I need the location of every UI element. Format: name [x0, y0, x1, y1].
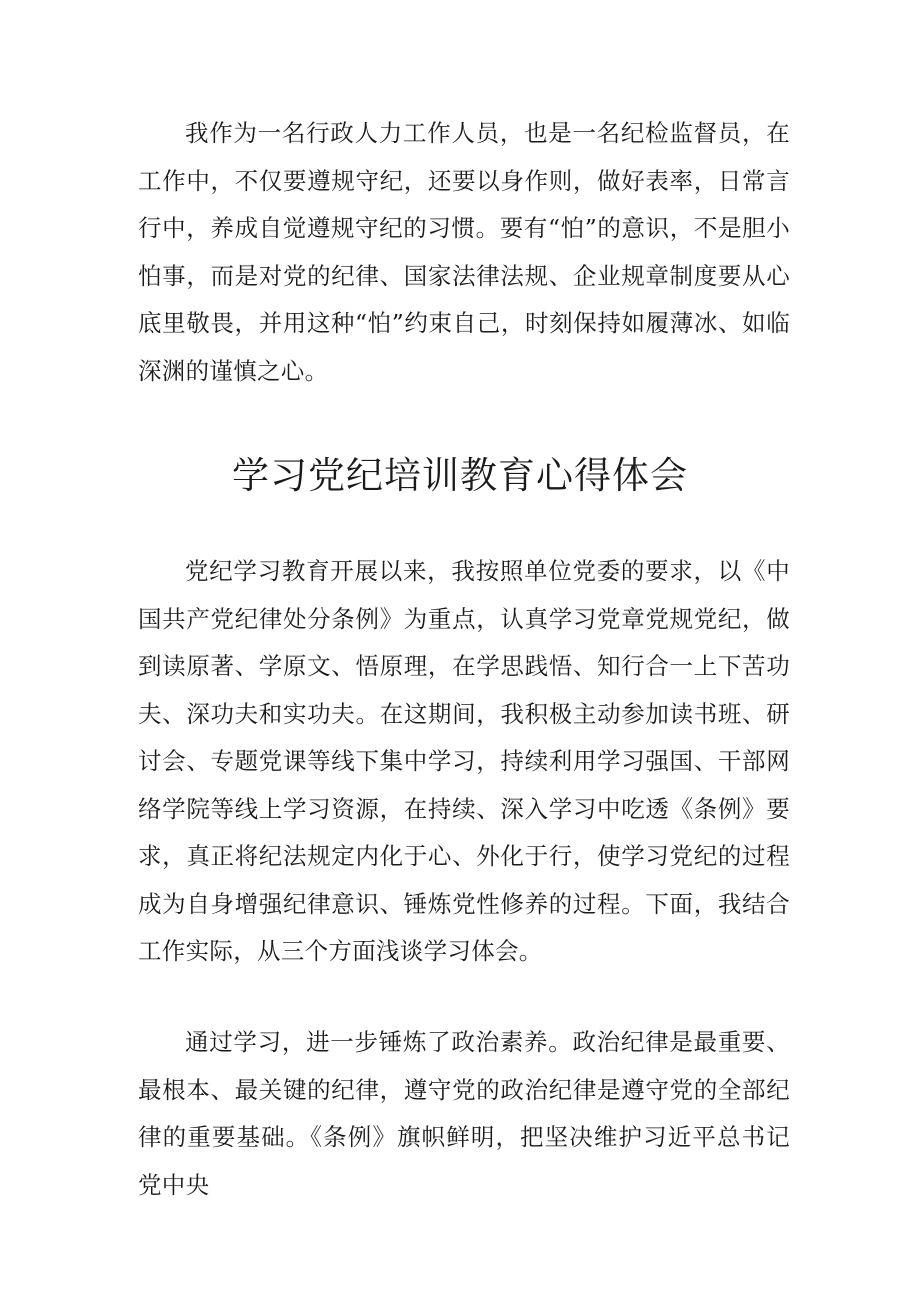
body-paragraph: 党纪学习教育开展以来，我按照单位党委的要求，以《中国共产党纪律处分条例》为重点，认真学习党章党规党纪，做到读原著、学原文、悟原理，在学思践悟、知行合一上下苦功夫、深功夫和实功夫。在这期间，我积极主动参加读书班、研讨会、专题党课等线下集中学习，持续利用学习强国、干部网络学院等线上学习资源，在持续、深入学习中吃透《条例》要求，真正将纪法规定内化于心、外化于行，使学习党纪的过程成为自身增强纪律意识、锤炼党性修养的过程。下面，我结合工作实际，从三个方面浅谈学习体会。: [138, 557, 790, 965]
body-paragraph: 通过学习，进一步锤炼了政治素养。政治纪律是最重要、最根本、最关键的纪律，遵守党的政治纪律是遵守党的全部纪律的重要基础。《条例》旗帜鲜明，把坚决维护习近平总书记党中央: [138, 1028, 790, 1199]
document-title: 学习党纪培训教育心得体会: [232, 454, 688, 497]
body-paragraph: 我作为一名行政人力工作人员，也是一名纪检监督员，在工作中，不仅要遵规守纪，还要以身作则，做好表率，日常言行中，养成自觉遵规守纪的习惯。要有“怕”的意识，不是胆小怕事，而是对党的纪律、国家法律法规、企业规章制度要从心底里敬畏，并用这种“怕”约束自己，时刻保持如履薄冰、如临深渊的谨慎之心。: [138, 119, 790, 385]
